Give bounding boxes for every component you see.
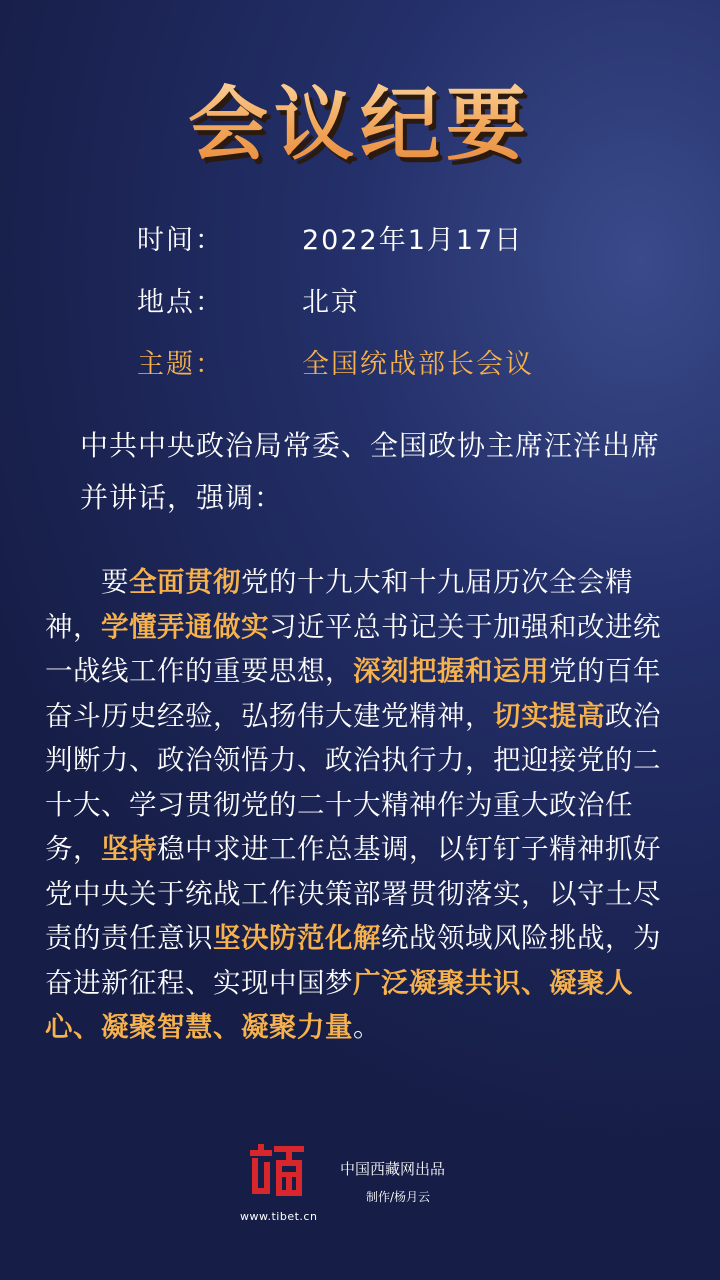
body-highlight: 坚决防范化解 <box>213 922 381 954</box>
body-text-segment: 。 <box>353 1011 381 1043</box>
time-label: 时间： <box>137 224 224 256</box>
body-text-segment: 习近平总书记关于加强和改进统一战线工作的重要思想， <box>45 610 661 687</box>
body-highlight: 深刻把握和运用 <box>353 655 549 687</box>
credit-text: 制作/杨月云 <box>366 1190 431 1204</box>
theme-label: 主题： <box>137 348 224 380</box>
publisher-text: 中国西藏网出品 <box>340 1160 446 1178</box>
body-text-segment: 统战领域风险挑战，为奋进新征程、实现中国梦 <box>45 922 661 999</box>
place-value: 北京 <box>302 286 360 318</box>
body-highlight: 切实提高 <box>493 699 605 732</box>
body-highlight: 广泛凝聚共识、凝聚人心、凝聚智慧、凝聚力量 <box>45 966 633 1043</box>
meta-row-theme <box>137 330 534 392</box>
body-text-segment: 要 <box>101 566 129 598</box>
meta-row-place <box>137 268 534 330</box>
tibet-logo-icon <box>246 1142 310 1206</box>
meeting-meta <box>137 206 534 392</box>
site-url: www.tibet.cn <box>240 1210 318 1223</box>
body-text-segment: 稳中求进工作总基调，以钉钉子精神抓好党中央关于统战工作决策部署贯彻落实，以守土尽责的责任意识 <box>45 833 661 954</box>
page-title: 会议纪要 <box>0 60 720 175</box>
body-paragraph <box>45 560 677 1050</box>
place-label: 地点： <box>137 286 224 318</box>
body-text-segment: 政治判断力、政治领悟力、政治执行力，把迎接党的二十大、学习贯彻党的二十大精神作为重大政治任务， <box>45 699 661 865</box>
body-highlight: 全面贯彻 <box>129 566 241 598</box>
body-text-segment: 党的百年奋斗历史经验，弘扬伟大建党精神， <box>45 655 661 732</box>
meta-row-time <box>137 206 534 268</box>
intro-paragraph: 中共中央政治局常委、全国政协主席汪洋出席并讲话，强调： <box>80 429 661 514</box>
body-text-segment: 党的十九大和十九届历次全会精神， <box>45 566 633 643</box>
theme-value: 全国统战部长会议 <box>302 348 534 380</box>
time-value: 2022年1月17日 <box>302 224 524 256</box>
body-highlight: 学懂弄通做实 <box>101 610 269 643</box>
body-highlight: 坚持 <box>101 833 157 865</box>
